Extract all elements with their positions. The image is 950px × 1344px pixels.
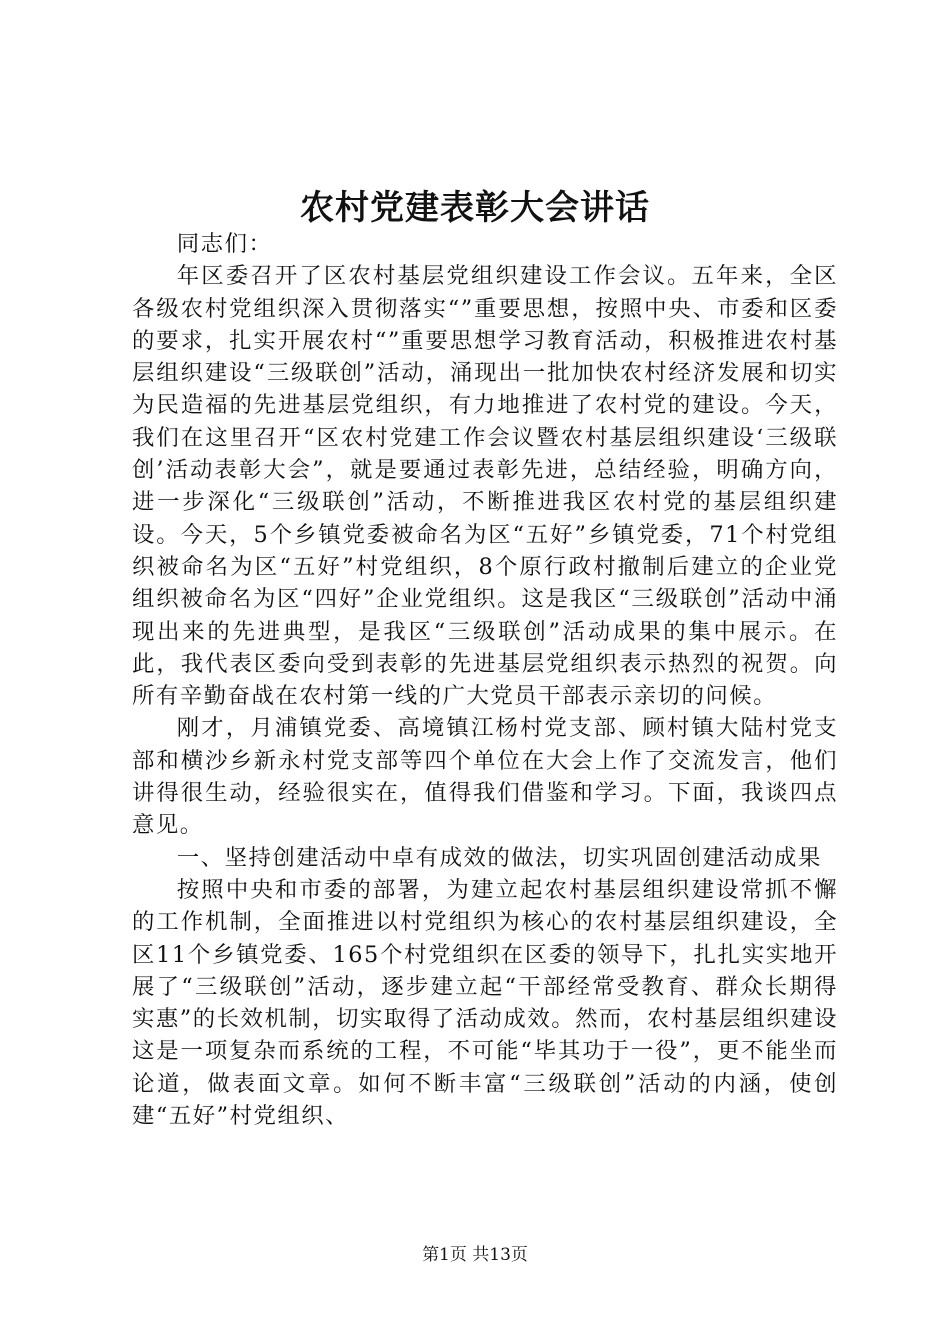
paragraph-3: 按照中央和市委的部署，为建立起农村基层组织建设常抓不懈的工作机制，全面推进以村党组织为核心的农村基层组织建设，全区11个乡镇党委、165个村党组织在区委的领导下，扎扎实实地开展了“三级联创”活动，逐步建立起“干部经常受教育、群众长期得实惠”的长效机制，切实取得了活动成效。然而，农村基层组织建设这是一项复杂而系统的工程，不可能“毕其功于一役”，更不能坐而论道，做表面文章。如何不断丰富“三级联创”活动的内涵，使创建“五好”村党组织、 — [132, 876, 838, 1130]
document-title: 农村党建表彰大会讲话 — [300, 188, 650, 228]
page-footer: 第1页 共13页 — [422, 1245, 528, 1265]
document-body — [132, 228, 838, 1132]
section-heading-1: 一、坚持创建活动中卓有成效的做法，切实巩固创建活动成果 — [176, 844, 822, 871]
paragraph-1: 年区委召开了区农村基层党组织建设工作会议。五年来，全区各级农村党组织深入贯彻落实“”重要思想，按照中央、市委和区委的要求，扎实开展农村“”重要思想学习教育活动，积极推进农村基层组织建设“三级联创”活动，涌现出一批加快农村经济发展和切实为民造福的先进基层党组织，有力地推进了农村党的建设。今天，我们在这里召开“区农村党建工作会议暨农村基层组织建设‘三级联创’活动表彰大会”，就是要通过表彰先进，总结经验，明确方向，进一步深化“三级联创”活动，不断推进我区农村党的基层组织建设。今天，5个乡镇党委被命名为区“五好”乡镇党委，71个村党组织被命名为区“五好”村党组织，8个原行政村撤制后建立的企业党组织被命名为区“四好”企业党组织。这是我区“三级联创”活动中涌现出来的先进典型，是我区“三级联创”活动成果的集中展示。在此，我代表区委向受到表彰的先进基层党组织表示热烈的祝贺。向所有辛勤奋战在农村第一线的广大党员干部表示亲切的问候。 — [132, 263, 838, 710]
salutation: 同志们： — [176, 231, 273, 257]
paragraph-2: 刚才，月浦镇党委、高境镇江杨村党支部、顾村镇大陆村党支部和横沙乡新永村党支部等四个单位在大会上作了交流发言，他们讲得很生动，经验很实在，值得我们借鉴和学习。下面，我谈四点意见。 — [132, 715, 838, 839]
